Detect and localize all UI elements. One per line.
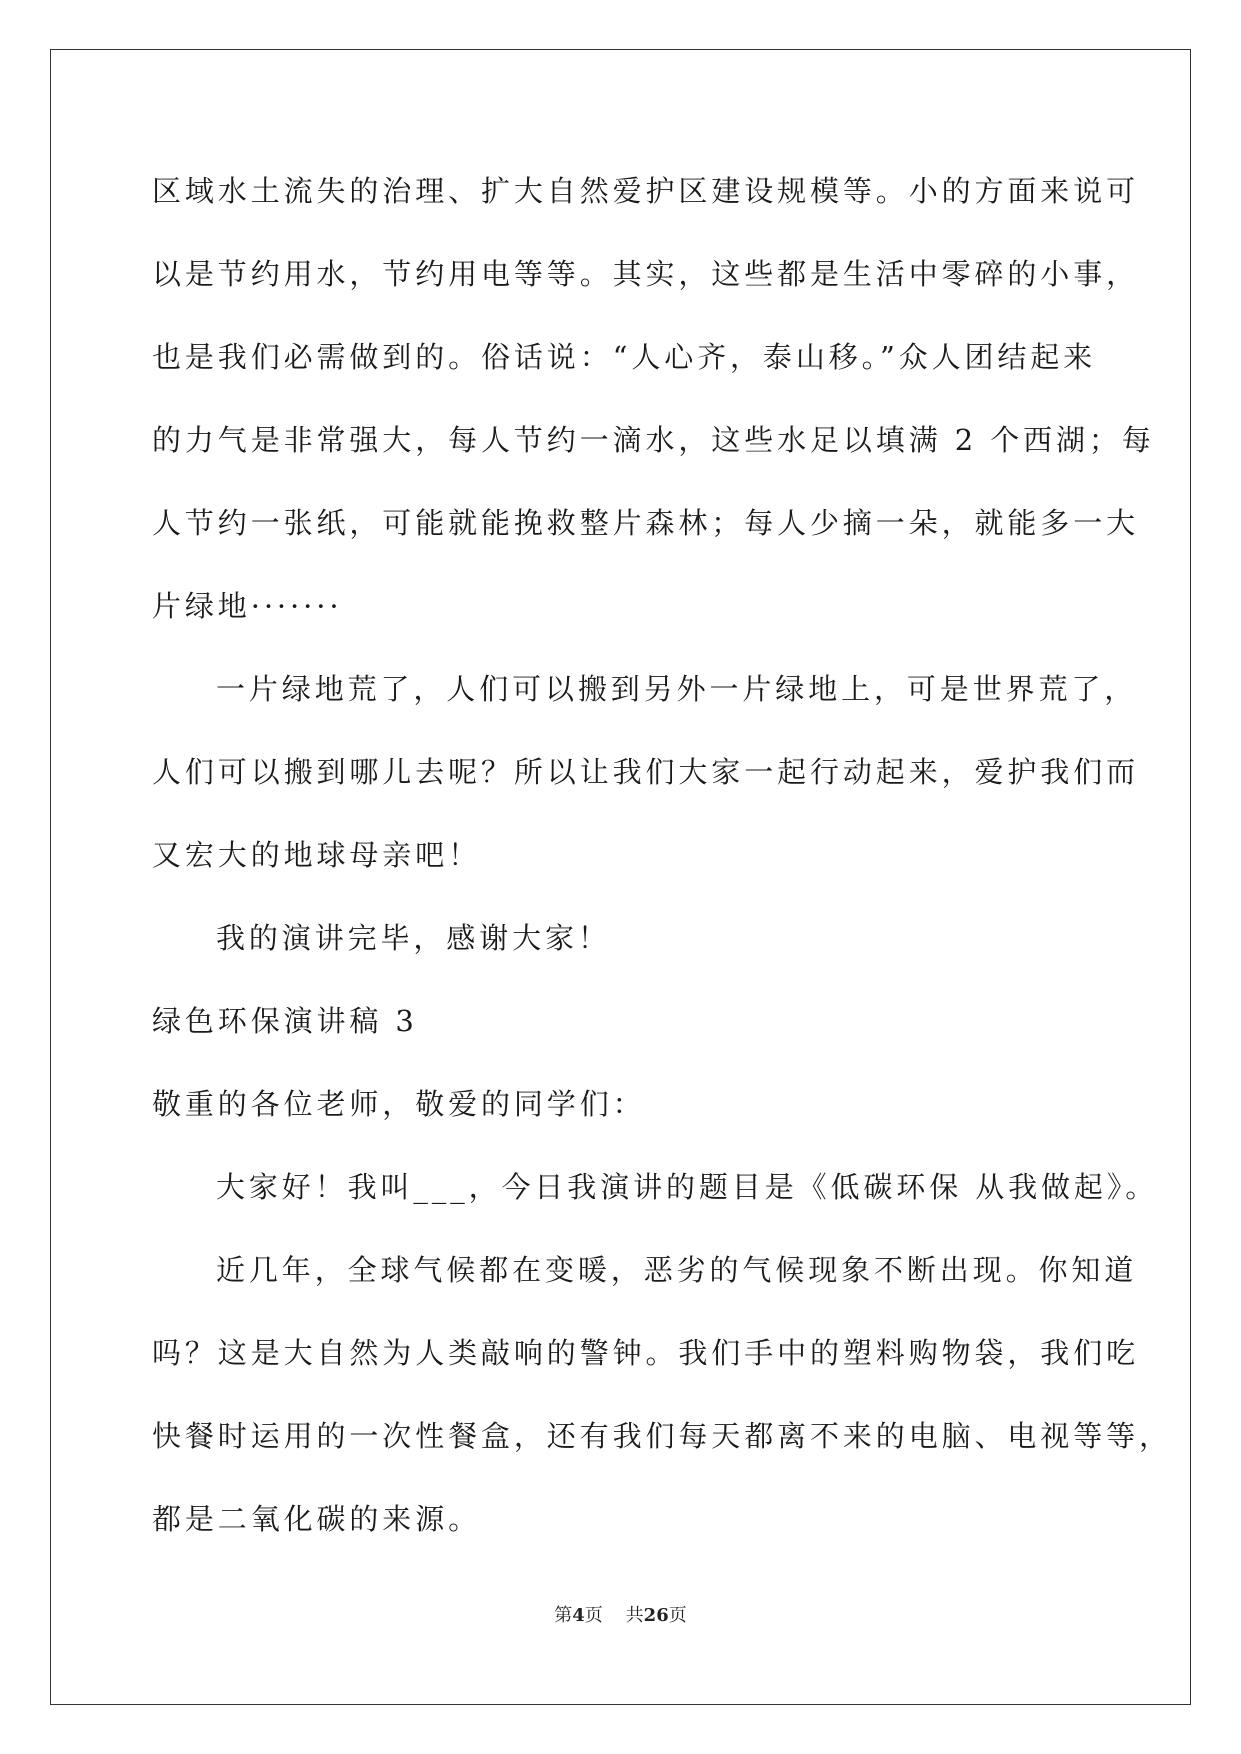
page-footer bbox=[0, 1601, 1241, 1627]
text-line: 近几年，全球气候都在变暖，恶劣的气候现象不断出现。你知道 bbox=[216, 1253, 1138, 1287]
text-line: 以是节约用水，节约用电等等。其实，这些都是生活中零碎的小事， bbox=[152, 257, 1140, 291]
footer-prefix: 第 bbox=[554, 1605, 573, 1626]
text-line: 大家好！我叫___，今日我演讲的题目是《低碳环保 从我做起》。 bbox=[216, 1170, 1159, 1204]
page-number: 4 bbox=[572, 1605, 585, 1626]
section-title: 绿色环保演讲稿 3 bbox=[152, 1004, 418, 1038]
salutation: 敬重的各位老师，敬爱的同学们： bbox=[152, 1087, 646, 1121]
text-line: 又宏大的地球母亲吧！ bbox=[152, 838, 482, 872]
text-line: 我的演讲完毕，感谢大家！ bbox=[216, 921, 611, 955]
text-line: 人们可以搬到哪儿去呢？所以让我们大家一起行动起来，爱护我们而 bbox=[152, 755, 1140, 789]
text-line: 都是二氧化碳的来源。 bbox=[152, 1502, 482, 1536]
footer-total-prefix: 共 bbox=[625, 1605, 644, 1626]
text-line: 吗？这是大自然为人类敲响的警钟。我们手中的塑料购物袋，我们吃 bbox=[152, 1336, 1140, 1370]
text-line: 片绿地······· bbox=[152, 589, 343, 623]
text-line: 一片绿地荒了，人们可以搬到另外一片绿地上，可是世界荒了， bbox=[216, 672, 1138, 706]
text-line: 区域水土流失的治理、扩大自然爱护区建设规模等。小的方面来说可 bbox=[152, 174, 1140, 208]
document-body bbox=[152, 162, 1172, 1573]
text-line: 人节约一张纸，可能就能挽救整片森林；每人少摘一朵，就能多一大 bbox=[152, 506, 1140, 540]
text-line: 也是我们必需做到的。俗话说：“人心齐，泰山移。”众人团结起来 bbox=[152, 340, 1097, 374]
footer-total-suffix: 页 bbox=[668, 1605, 687, 1626]
footer-page-suffix: 页 bbox=[584, 1605, 603, 1626]
text-line: 快餐时运用的一次性餐盒，还有我们每天都离不来的电脑、电视等等， bbox=[152, 1419, 1172, 1453]
total-pages: 26 bbox=[643, 1605, 669, 1626]
text-line: 的力气是非常强大，每人节约一滴水，这些水足以填满 2 个西湖；每 bbox=[152, 423, 1155, 457]
